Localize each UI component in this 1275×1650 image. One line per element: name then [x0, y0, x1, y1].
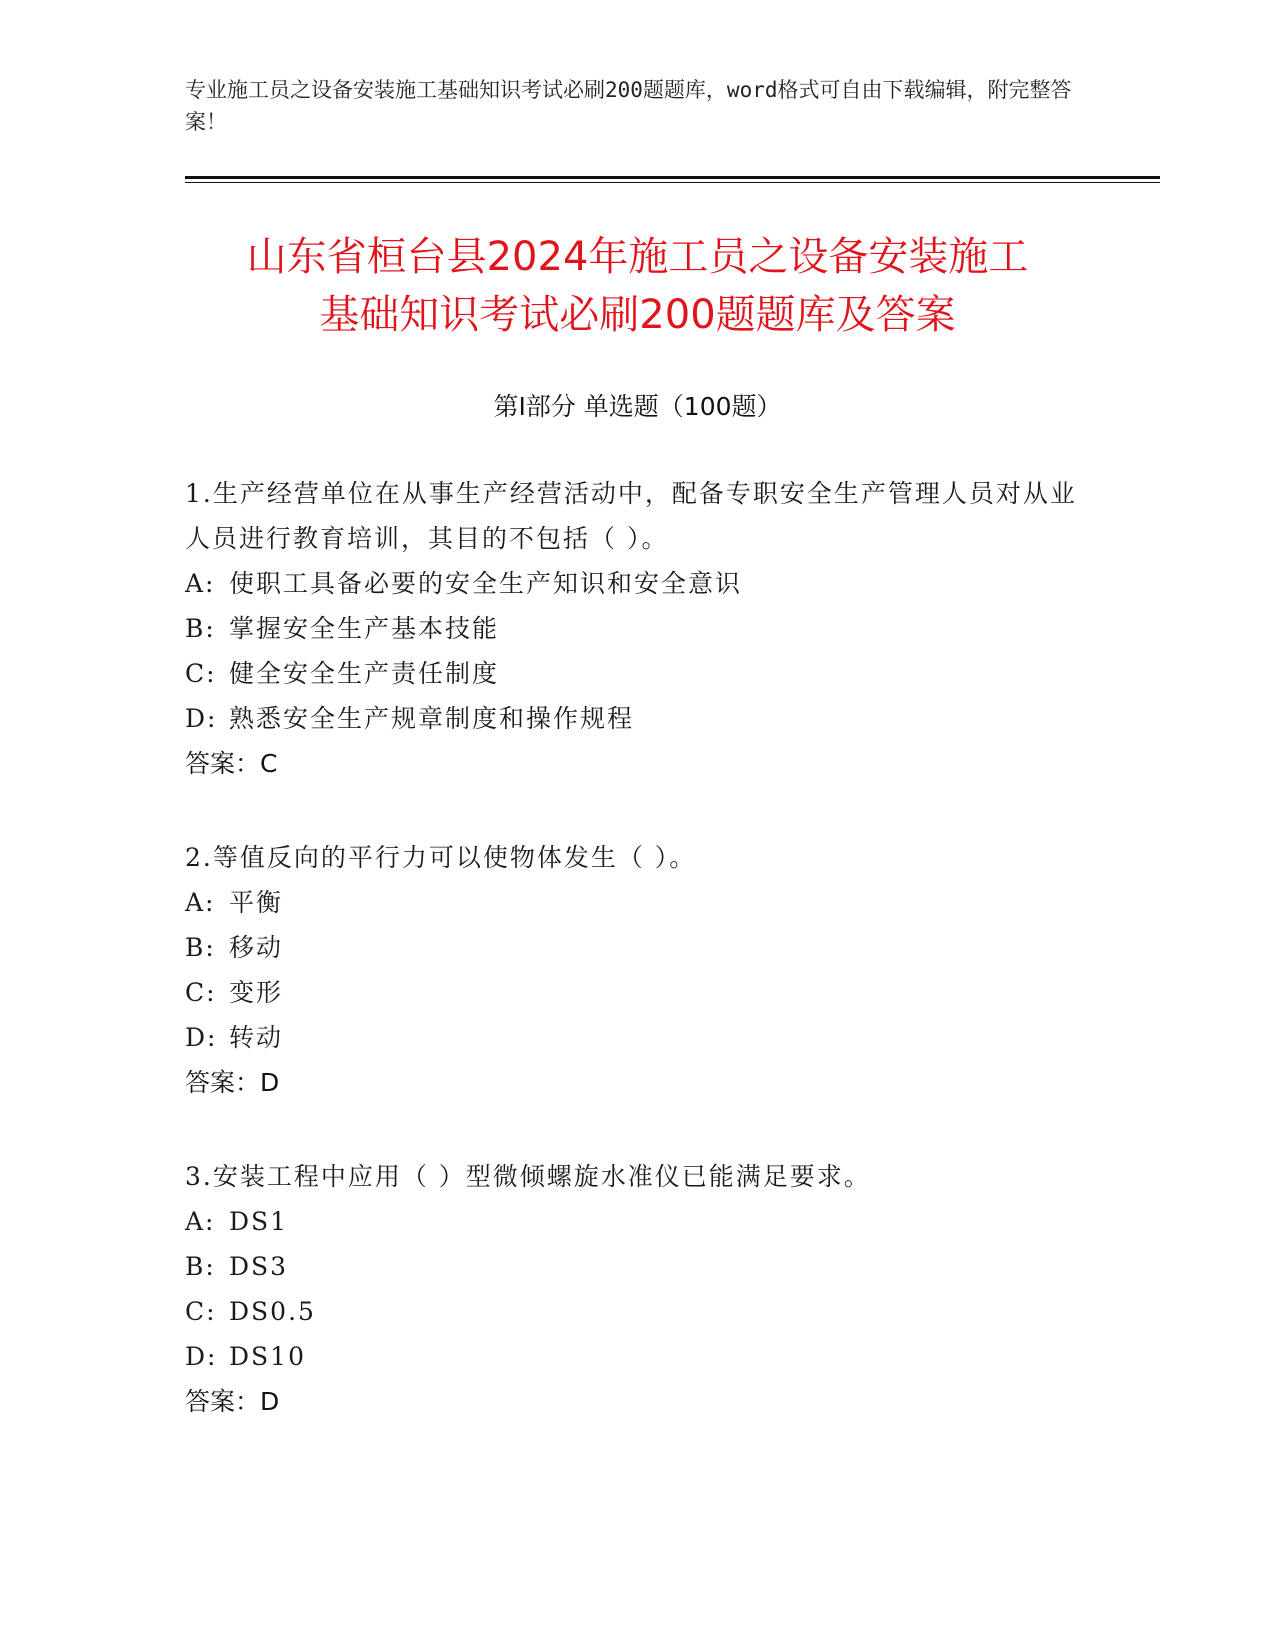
- option-b: [185, 1244, 1085, 1289]
- option-letter: A:: [185, 1207, 216, 1236]
- option-letter: B:: [185, 614, 216, 643]
- option-letter: C:: [185, 978, 217, 1007]
- answer: 答案：D: [185, 1068, 280, 1097]
- option-d: [185, 1015, 1085, 1060]
- answer: 答案：C: [185, 749, 278, 778]
- option-d: [185, 1334, 1085, 1379]
- option-b: [185, 925, 1085, 970]
- question-stem: 2.等值反向的平行力可以使物体发生（ ）。: [185, 843, 697, 872]
- option-letter: D:: [185, 1342, 218, 1371]
- header-divider-thin: [185, 182, 1160, 183]
- option-letter: D:: [185, 1023, 218, 1052]
- question-stem: 3.安装工程中应用（ ）型微倾螺旋水准仪已能满足要求。: [185, 1162, 871, 1191]
- title-line-2: 基础知识考试必刷200题题库及答案: [319, 292, 956, 338]
- option-letter: B:: [185, 933, 216, 962]
- option-text: 掌握安全生产基本技能: [229, 614, 500, 643]
- question-stem: 1.生产经营单位在从事生产经营活动中，配备专职安全生产管理人员对从业人员进行教育培训，其目的不包括（ ）。: [185, 479, 1077, 553]
- option-text: 平衡: [229, 888, 284, 917]
- option-letter: C:: [185, 1297, 217, 1326]
- option-c: [185, 651, 1085, 696]
- document-title: [140, 228, 1135, 344]
- option-a: [185, 1199, 1085, 1244]
- option-letter: A:: [185, 888, 216, 917]
- header-note: 专业施工员之设备安装施工基础知识考试必刷200题题库，word格式可自由下载编辑，附完整答案！: [185, 78, 1072, 134]
- option-b: [185, 606, 1085, 651]
- header-divider-thick: [185, 176, 1160, 179]
- section-title: 第I部分 单选题（100题）: [493, 392, 782, 421]
- question-1: [185, 471, 1085, 786]
- answer: 答案：D: [185, 1387, 280, 1416]
- option-letter: C:: [185, 659, 217, 688]
- option-a: [185, 880, 1085, 925]
- option-text: DS10: [229, 1342, 306, 1371]
- option-letter: A:: [185, 569, 216, 598]
- option-text: 移动: [229, 933, 284, 962]
- option-text: 使职工具备必要的安全生产知识和安全意识: [229, 569, 743, 598]
- question-2: [185, 835, 1085, 1105]
- option-text: 熟悉安全生产规章制度和操作规程: [229, 704, 635, 733]
- option-a: [185, 561, 1085, 606]
- option-letter: D:: [185, 704, 218, 733]
- option-text: 健全安全生产责任制度: [229, 659, 500, 688]
- option-text: 转动: [229, 1023, 284, 1052]
- option-text: DS0.5: [229, 1297, 316, 1326]
- option-text: DS1: [229, 1207, 289, 1236]
- option-d: [185, 696, 1085, 741]
- option-c: [185, 970, 1085, 1015]
- option-text: DS3: [229, 1252, 289, 1281]
- option-letter: B:: [185, 1252, 216, 1281]
- option-c: [185, 1289, 1085, 1334]
- question-3: [185, 1154, 1085, 1424]
- option-text: 变形: [229, 978, 284, 1007]
- title-line-1: 山东省桓台县2024年施工员之设备安装施工: [246, 234, 1029, 280]
